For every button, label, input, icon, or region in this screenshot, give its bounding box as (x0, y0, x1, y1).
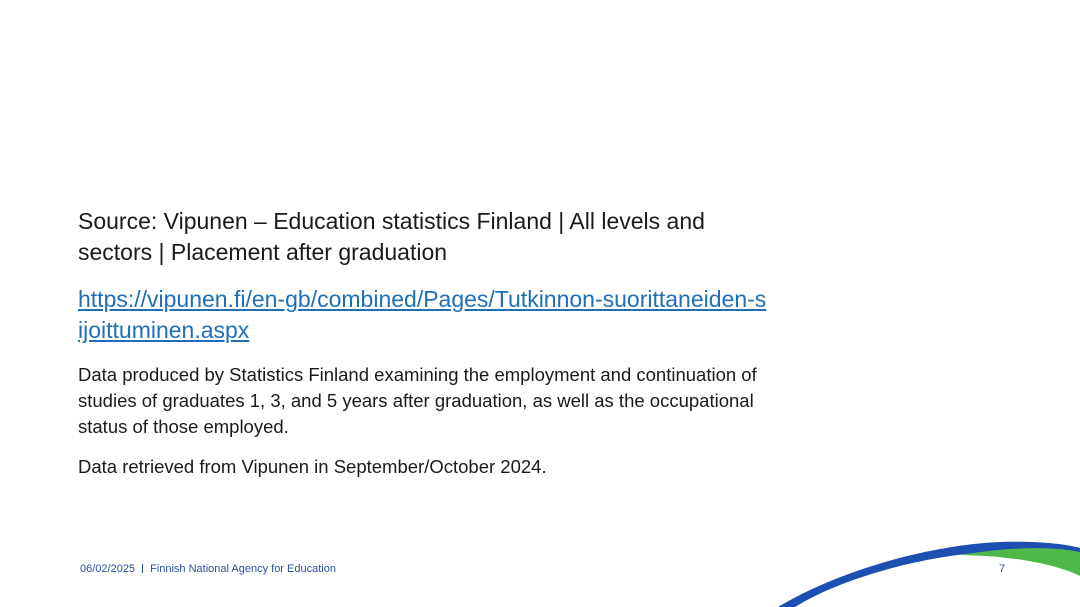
page-number: 7 (999, 563, 1006, 575)
retrieved-paragraph: Data retrieved from Vipunen in September/October 2024. (78, 456, 547, 477)
footer-date: 06/02/2025 (80, 563, 136, 575)
source-heading: Source: Vipunen – Education statistics Finland | All levels and sectors | Placement after graduation (78, 208, 705, 265)
footer-organization: Finnish National Agency for Education (150, 563, 336, 575)
description-paragraph: Data produced by Statistics Finland examining the employment and continuation of studies of graduates 1, 3, and 5 years after graduation, as well as the occupational status of those employed. (78, 364, 757, 437)
source-link[interactable]: https://vipunen.fi/en-gb/combined/Pages/Tutkinnon-suorittaneiden-sijoittuminen.aspx (78, 286, 767, 343)
